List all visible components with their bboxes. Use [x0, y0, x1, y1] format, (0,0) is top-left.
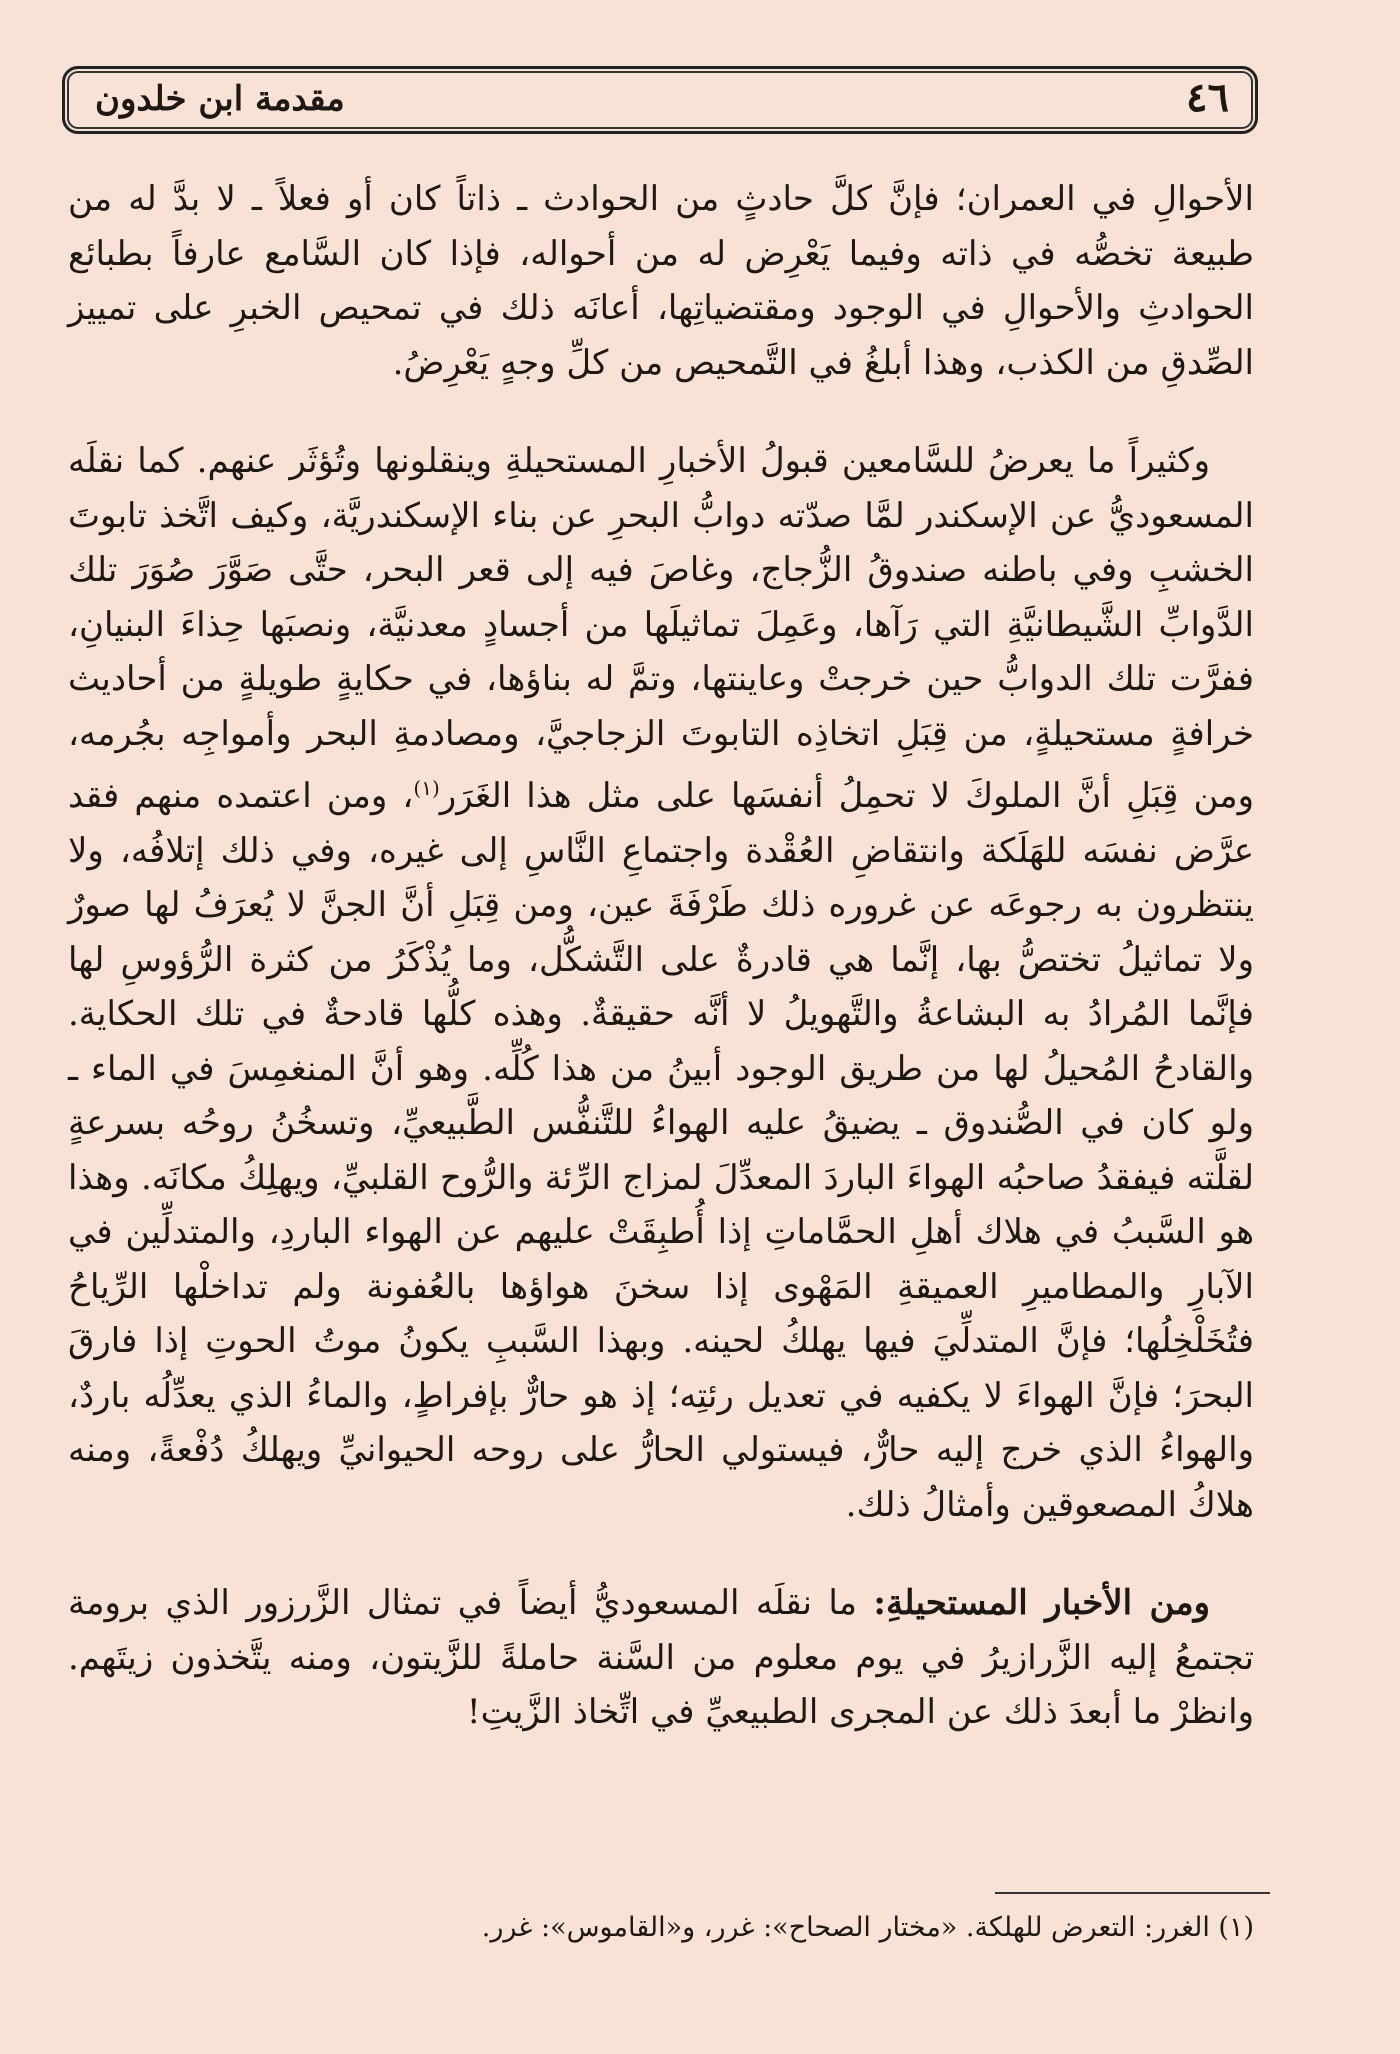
- footnote: (١) الغرر: التعرض للهلكة. «مختار الصحاح»: غرر، و«القاموس»: غرر.: [481, 1912, 1254, 1943]
- page-number: ٤٦: [1186, 74, 1229, 121]
- paragraph-2-part-2: ، ومن اعتمده منهم فقد عرَّض نفسَه للهَلَكة وانتقاضِ العُقْدة واجتماعِ النَّاسِ إلى غيره، وفي ذلك إتلافُه، ولا ينتظرون به رجوعَه عن غروره ذلك طَرْفَةَ عين، ومن قِبَلِ أنَّ الجنَّ لا يُعرَفُ لها صورٌ ولا تماثيلُ تختصُّ بها، إنَّما هي قادرةٌ على التَّشكُّل، وما يُذْكَرُ من كثرة الرُّؤوسِ لها فإنَّما المُرادُ به البشاعةُ والتَّهويلُ لا أنَّه حقيقةٌ. وهذه كلُّها قادحةٌ في تلك الحكاية. والقادحُ المُحيلُ لها من طريق الوجود أبينُ من هذا كُلِّه. وهو أنَّ المنغمِسَ في الماء ـ ولو كان في الصُّندوق ـ يضيقُ عليه الهواءُ للتَّنفُّس الطَّبيعيِّ، وتسخُنُ روحُه بسرعةٍ لقلَّته فيفقدُ صاحبُه الهواءَ الباردَ المعدِّلَ لمزاج الرِّئة والرُّوح القلبيِّ، ويهلِكُ مكانَه. وهذا هو السَّببُ في هلاك أهلِ الحمَّاماتِ إذا أُطبِقَتْ عليهم عن الهواء الباردِ، والمتدلِّين في الآبارِ والمطاميرِ العميقةِ المَهْوى إذا سخنَ هواؤها بالعُفونة ولم تداخلْها الرِّياحُ فتُخَلْخِلُها؛ فإنَّ المتدلِّيَ فيها يهلكُ لحينه. وبهذا السَّببِ يكونُ موتُ الحوتِ إذا فارقَ البحرَ؛ فإنَّ الهواءَ لا يكفيه في تعديل رئتِه؛ إذ هو حارٌّ بإفراطٍ، والماءُ الذي يعدِّلُه باردٌ، والهواءُ الذي خرج إليه حارٌّ، فيستولي الحارُّ على روحه الحيوانيِّ ويهلكُ دُفْعةً، ومنه هلاكُ المصعوقين وأمثالُ ذلك.: [68, 776, 1255, 1525]
- running-title: مقدمة ابن خلدون: [95, 79, 345, 119]
- footnote-reference: (١): [413, 776, 440, 800]
- page-header: [62, 66, 1258, 134]
- footnote-divider: [995, 1892, 1270, 1894]
- paragraph-3-text: ما نقلَه المسعوديُّ أيضاً في تمثال الزَّرزور الذي برومة تجتمعُ إليه الزَّرازيرُ في يوم معلوم من السَّنة حاملةً للزَّيتون، ومنه يتَّخذون زيتَهم. وانظرْ ما أبعدَ ذلك عن المجرى الطبيعيِّ في اتِّخاذ الزَّيتِ!: [68, 1583, 1254, 1732]
- paragraph-3: [68, 1576, 1254, 1740]
- paragraph-3-lead: ومن الأخبار المستحيلةِ:: [873, 1583, 1211, 1623]
- paragraph-1: الأحوالِ في العمران؛ فإنَّ كلَّ حادثٍ من الحوادث ـ ذاتاً كان أو فعلاً ـ لا بدَّ له من طبيعة تخصُّه في ذاته وفيما يَعْرِض له من أحواله، فإذا كان السَّامع عارفاً بطبائع الحوادثِ والأحوالِ في الوجود ومقتضياتِها، أعانَه ذلك في تمحيص الخبرِ على تمييز الصِّدقِ من الكذب، وهذا أبلغُ في التَّمحيص من كلِّ وجهٍ يَعْرِضُ.: [68, 179, 1254, 383]
- main-text: [68, 172, 1254, 1740]
- paragraph-2-part-1: وكثيراً ما يعرضُ للسَّامعين قبولُ الأخبارِ المستحيلةِ وينقلونها وتُؤثَر عنهم. كما نقلَه المسعوديُّ عن الإسكندر لمَّا صدّته دوابُّ البحرِ عن بناء الإسكندريَّة، وكيف اتَّخذ تابوتَ الخشبِ وفي باطنه صندوقُ الزُّجاج، وغاصَ فيه إلى قعر البحر، حتَّى صَوَّرَ صُوَرَ تلك الدَّوابِّ الشَّيطانيَّةِ التي رَآها، وعَمِلَ تماثيلَها من أجسادٍ معدنيَّة، ونصبَها حِذاءَ البنيانِ، ففرَّت تلك الدوابُّ حين خرجتْ وعاينتها، وتمَّ له بناؤها، في حكايةٍ طويلةٍ من أحاديث خرافةٍ مستحيلةٍ، من قِبَلِ اتخاذِه التابوتَ الزجاجيَّ، ومصادمةِ البحر وأمواجِه بجُرمه، ومن قِبَلِ أنَّ الملوكَ لا تحمِلُ أنفسَها على مثل هذا الغَرَر: [68, 441, 1254, 816]
- paragraph-2: [68, 434, 1254, 1532]
